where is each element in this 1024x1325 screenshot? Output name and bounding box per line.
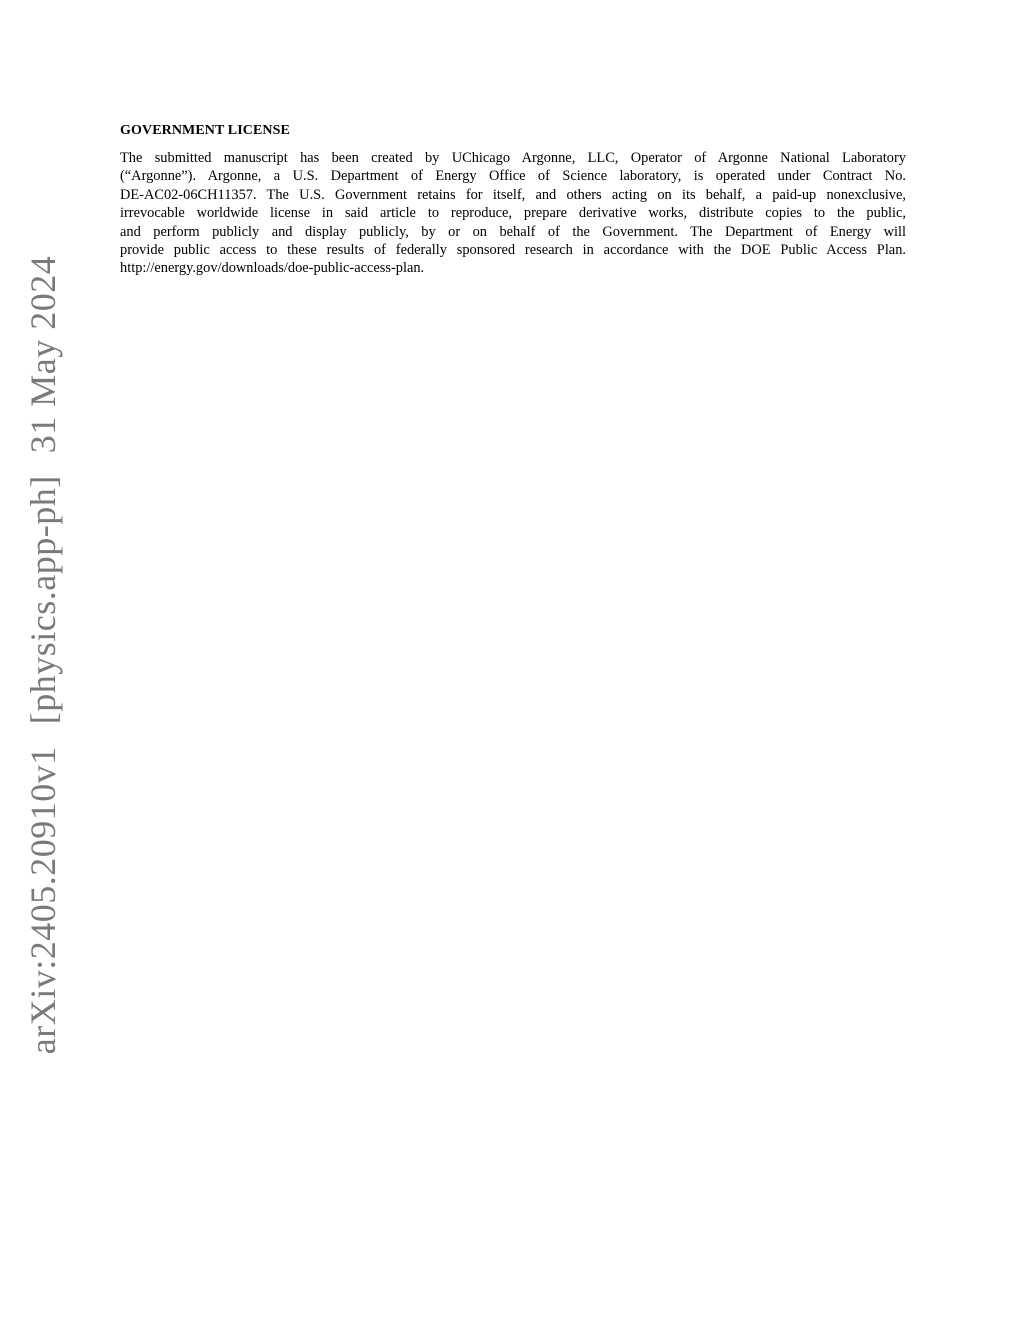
license-line: irrevocable worldwide license in said article to reproduce, prepare derivative works, distribute copies to the public, bbox=[120, 205, 906, 222]
government-license-section bbox=[120, 121, 906, 278]
arxiv-identifier-stamp bbox=[23, 256, 63, 1054]
arxiv-id[interactable]: arXiv:2405.20910v1 bbox=[23, 746, 63, 1055]
doe-access-plan-link[interactable]: http://energy.gov/downloads/doe-public-access-plan. bbox=[120, 260, 425, 277]
license-line: provide public access to these results of federally sponsored research in accordance with the DOE Public Access Plan. bbox=[120, 242, 906, 259]
license-line: (“Argonne”). Argonne, a U.S. Department of Energy Office of Science laboratory, is operated under Contract No. bbox=[120, 168, 906, 185]
section-heading: GOVERNMENT LICENSE bbox=[120, 123, 290, 138]
license-line: The submitted manuscript has been created by UChicago Argonne, LLC, Operator of Argonne National Laboratory bbox=[120, 150, 906, 166]
arxiv-date: 31 May 2024 bbox=[23, 255, 63, 454]
license-paragraph bbox=[120, 149, 906, 278]
license-line: DE-AC02-06CH11357. The U.S. Government retains for itself, and others acting on its behalf, a paid-up nonexclusive, bbox=[120, 186, 906, 203]
arxiv-category: [physics.app-ph] bbox=[23, 475, 63, 725]
license-line: and perform publicly and display publicly, by or on behalf of the Government. The Department of Energy will bbox=[120, 223, 906, 240]
